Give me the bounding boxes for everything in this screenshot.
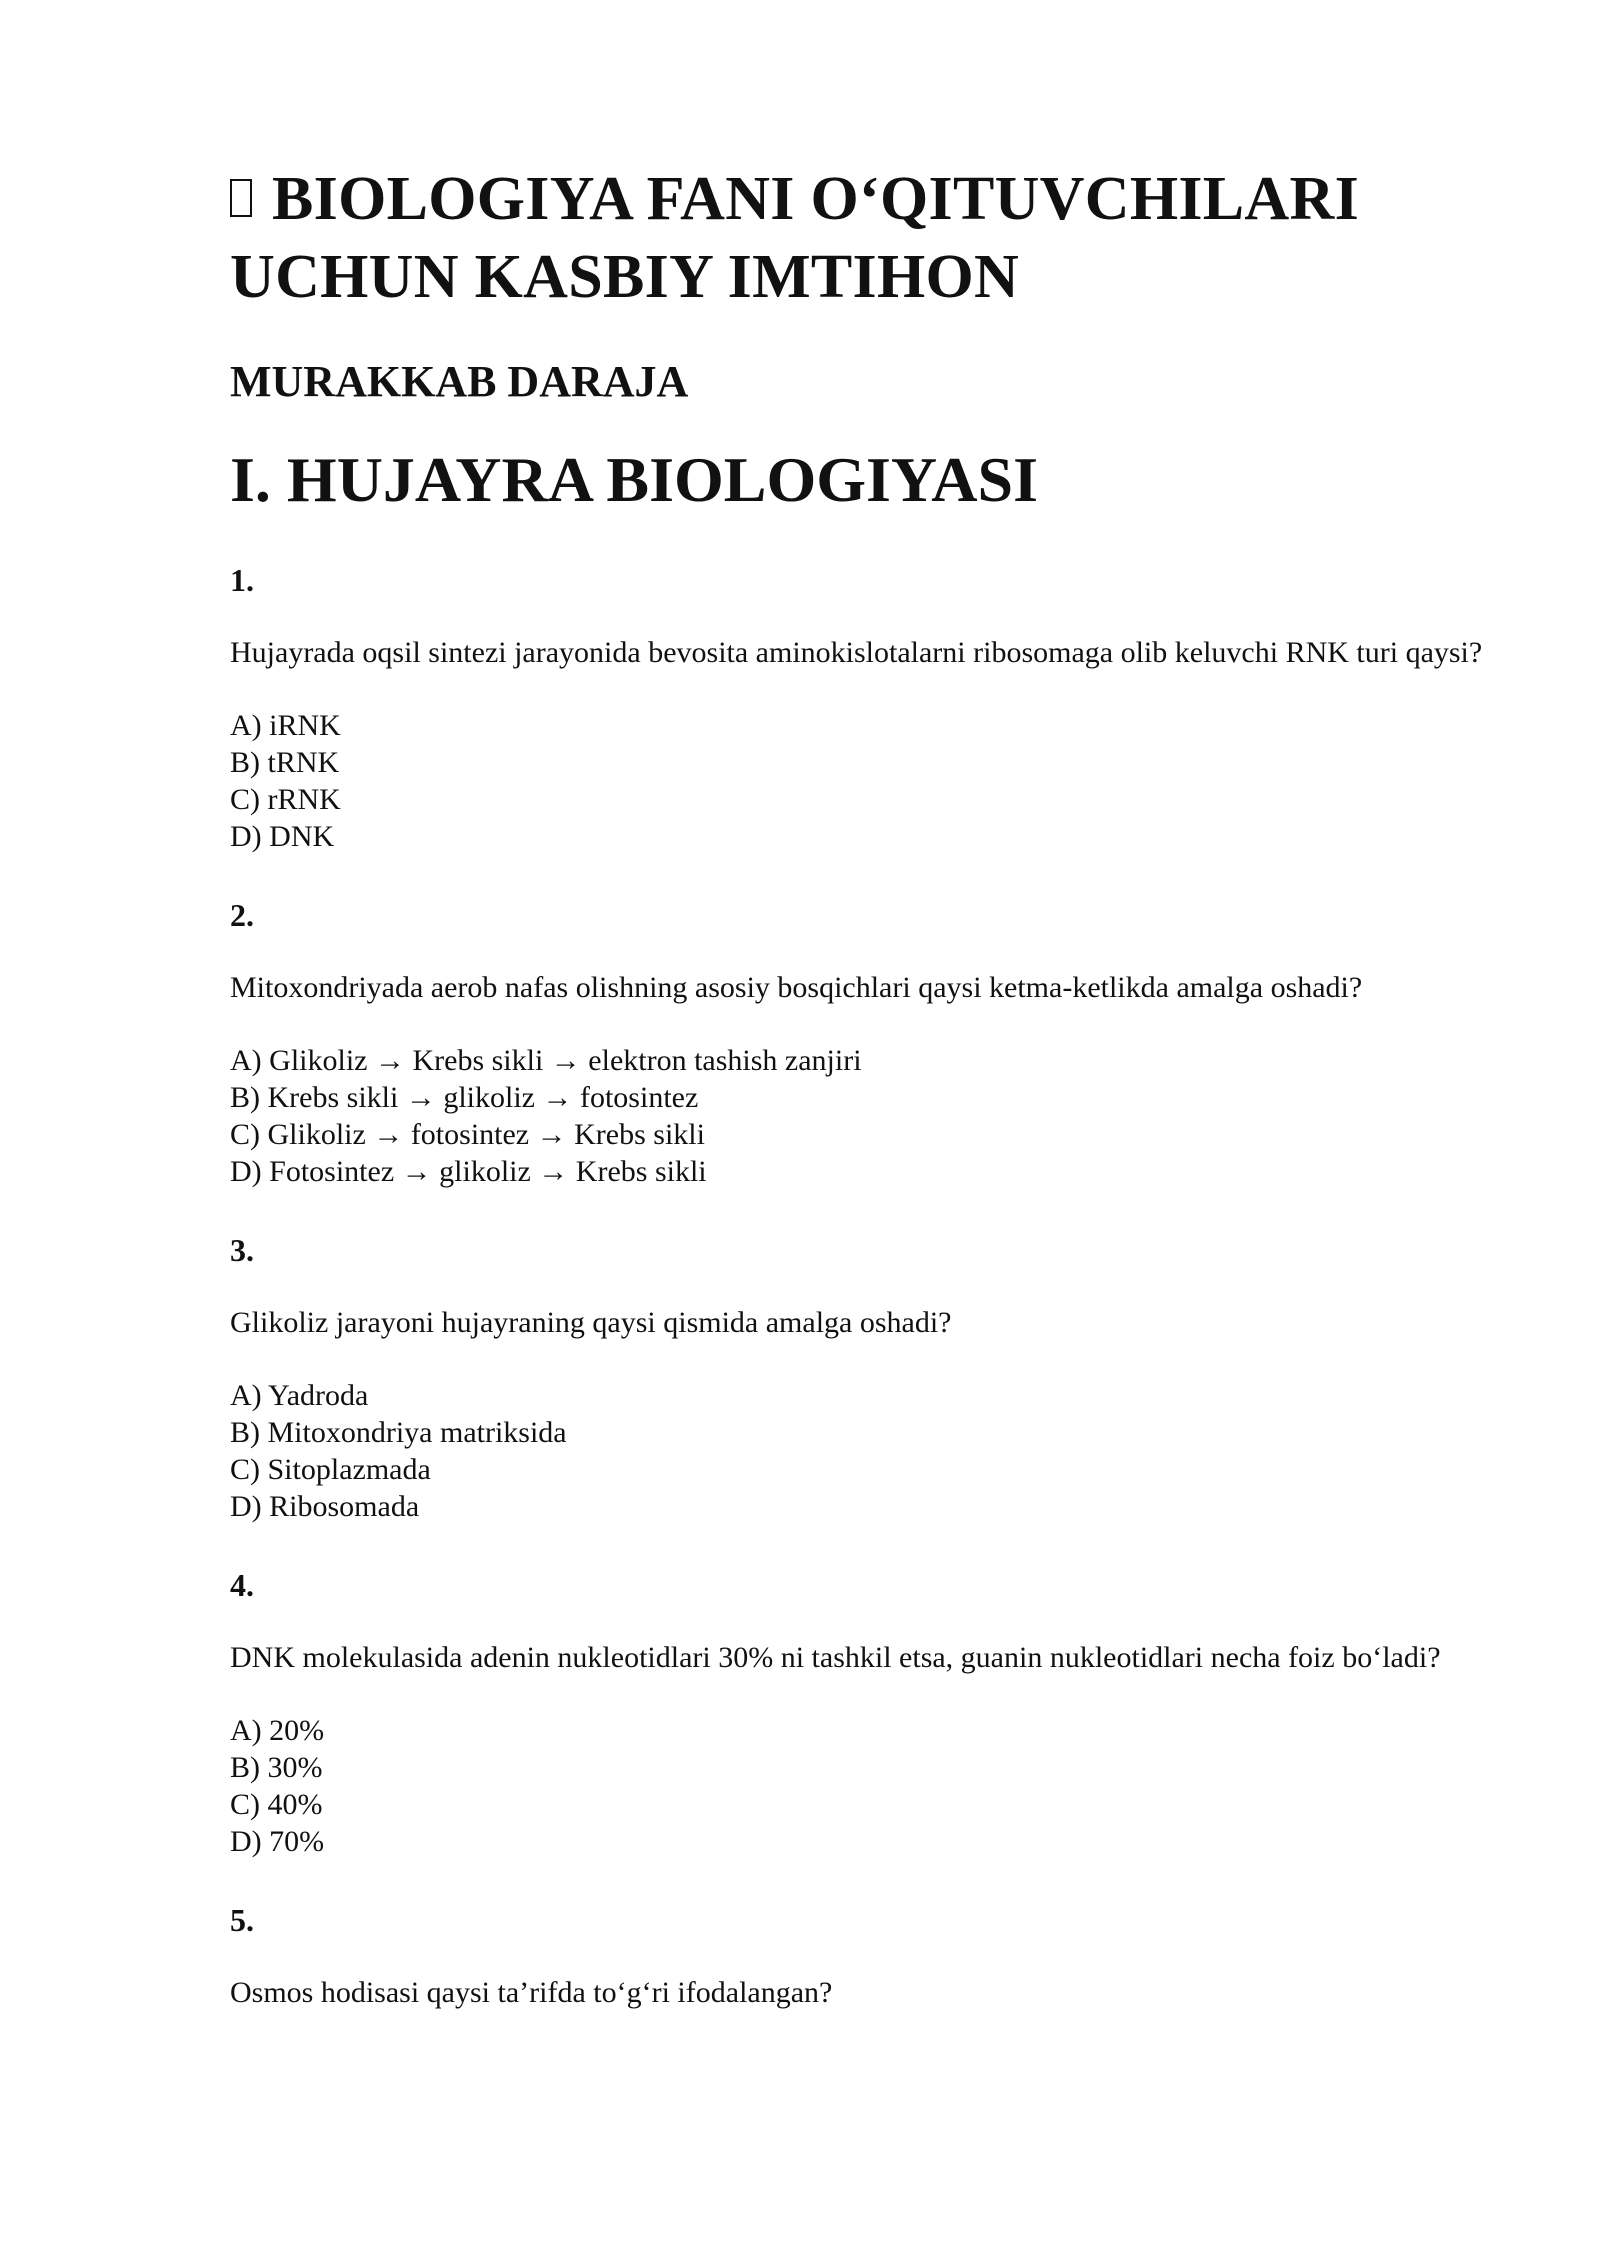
document-title-line2: UCHUN KASBIY IMTIHON [230,243,1020,311]
answer-option-c: C) 40% [230,1788,323,1821]
answer-options [230,1042,1500,1190]
question-number: 3. [230,1232,254,1268]
document-subtitle: MURAKKAB DARAJA [230,357,689,406]
answer-option-d: D) Ribosomada [230,1490,420,1523]
answer-option-c: C) rRNK [230,783,341,816]
answer-option-c: C) Sitoplazmada [230,1453,431,1486]
answer-option-a: A) Glikoliz → Krebs sikli → elektron tashish zanjiri [230,1044,862,1077]
question-text: Osmos hodisasi qaysi ta’rifda to‘g‘ri ifodalangan? [230,1976,833,2009]
answer-option-a: A) Yadroda [230,1379,369,1412]
question-1 [230,560,1500,855]
answer-options [230,1712,1500,1860]
question-text: DNK molekulasida adenin nukleotidlari 30% ni tashkil etsa, guanin nukleotidlari necha foiz bo‘ladi? [230,1641,1441,1674]
answer-option-a: A) iRNK [230,709,341,742]
answer-options [230,707,1500,855]
question-text: Mitoxondriyada aerob nafas olishning asosiy bosqichlari qaysi ketma-ketlikda amalga oshadi? [230,971,1363,1004]
question-number: 4. [230,1567,254,1603]
answer-option-b: B) Mitoxondriya matriksida [230,1416,567,1449]
document-page [230,160,1500,2011]
answer-option-b: B) 30% [230,1751,323,1784]
question-text: Glikoliz jarayoni hujayraning qaysi qismida amalga oshadi? [230,1306,952,1339]
box-glyph-icon [230,179,252,217]
answer-option-d: D) Fotosintez → glikoliz → Krebs sikli [230,1155,707,1188]
answer-option-d: D) DNK [230,820,335,853]
section-title: I. HUJAYRA BIOLOGIYASI [230,444,1038,515]
answer-option-a: A) 20% [230,1714,325,1747]
question-number: 1. [230,562,254,598]
answer-options [230,1377,1500,1525]
question-text: Hujayrada oqsil sintezi jarayonida bevosita aminokislotalarni ribosomaga olib keluvchi RNK turi qaysi? [230,636,1483,669]
question-number: 2. [230,897,254,933]
document-title [230,160,1500,316]
answer-option-d: D) 70% [230,1825,325,1858]
question-3 [230,1230,1500,1525]
question-number: 5. [230,1902,254,1938]
question-2 [230,895,1500,1190]
question-4 [230,1565,1500,1860]
question-5 [230,1900,1500,2011]
answer-option-b: B) Krebs sikli → glikoliz → fotosintez [230,1081,699,1114]
answer-option-b: B) tRNK [230,746,340,779]
document-title-line1: BIOLOGIYA FANI O‘QITUVCHILARI [272,165,1360,233]
answer-option-c: C) Glikoliz → fotosintez → Krebs sikli [230,1118,705,1151]
